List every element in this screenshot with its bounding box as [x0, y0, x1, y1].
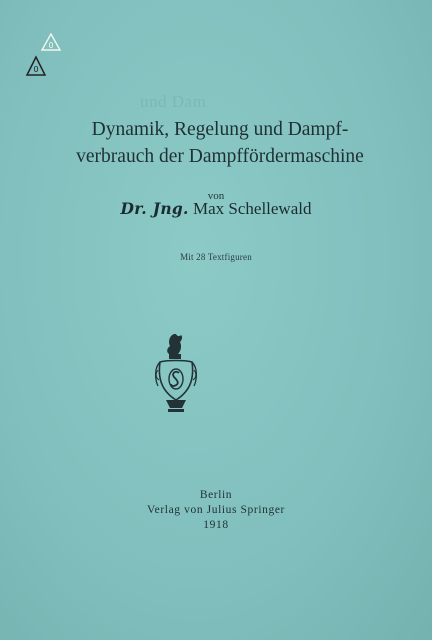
bleed-through-text: und Dam [140, 92, 207, 111]
triangle-stamp-icon [27, 57, 45, 75]
author-degree: Dr. Jng. [120, 199, 189, 218]
title-line-2: verbrauch der Dampffördermaschine [76, 146, 364, 167]
figures-note: Mit 28 Textfiguren [180, 252, 252, 262]
imprint-year: 1918 [203, 519, 229, 531]
imprint-publisher: Verlag von Julius Springer [147, 504, 285, 516]
stamp-label-1: 0 [48, 41, 54, 50]
library-stamp-marks [0, 0, 80, 90]
triangle-stamp-icon [42, 34, 60, 50]
publisher-emblem-icon [152, 330, 200, 416]
byline: von [207, 190, 225, 202]
imprint-city: Berlin [199, 489, 233, 501]
author-name: Max Schellewald [192, 199, 312, 218]
publisher-imprint [0, 488, 432, 533]
title-line-1: Dynamik, Regelung und Dampf- [91, 119, 349, 140]
stamp-label-2: 0 [33, 65, 39, 74]
book-title [40, 116, 400, 170]
author-line [0, 199, 432, 219]
